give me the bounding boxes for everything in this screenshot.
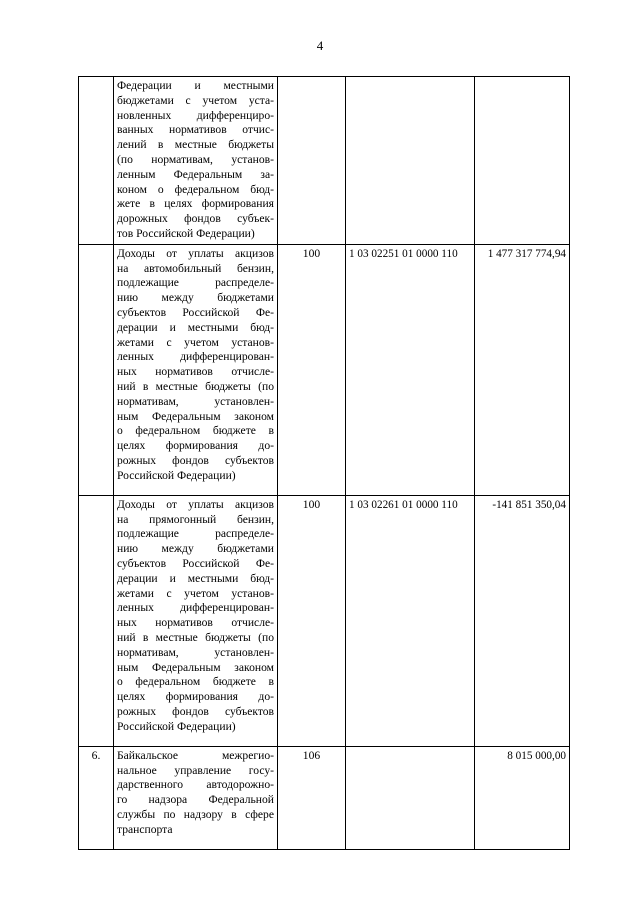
- description-line: нальное управление госу-: [117, 763, 274, 777]
- description-line: Российской Федерации): [117, 468, 236, 482]
- description-line: дарственного автодорожно-: [117, 778, 274, 792]
- description-line: Федерации и местными: [117, 79, 274, 92]
- description-line: нию между бюджетами: [117, 542, 274, 556]
- description-line: Доходы от уплаты акцизов: [117, 497, 274, 511]
- description-line: субъектов Российской Фе-: [117, 556, 274, 570]
- description-line: транспорта: [117, 822, 173, 836]
- description-line: дорожных фондов субъек-: [117, 212, 274, 226]
- description-line: коном о федеральном бюд-: [117, 182, 274, 196]
- budget-classification-code-cell: [346, 746, 475, 849]
- description-cell: [114, 244, 278, 495]
- description-line: ленным Федеральным за-: [117, 167, 274, 181]
- admin-code-cell: 106: [278, 746, 346, 849]
- description-line: ным Федеральным законом: [117, 660, 274, 674]
- admin-code-cell: [278, 77, 346, 245]
- description-line: го надзора Федеральной: [117, 793, 274, 807]
- description-line: целях формирования до-: [117, 690, 274, 704]
- description-line: рожных фондов субъектов: [117, 453, 274, 467]
- description-line: ленных дифференцирован-: [117, 601, 274, 615]
- budget-classification-code-cell: 1 03 02261 01 0000 110: [346, 495, 475, 746]
- amount-cell: 1 477 317 774,94: [475, 244, 570, 495]
- row-number-cell: [79, 495, 114, 746]
- description-line: подлежащие распределе-: [117, 276, 274, 290]
- budget-classification-code-cell: 1 03 02251 01 0000 110: [346, 244, 475, 495]
- table-row: [79, 244, 570, 495]
- page-number: 4: [316, 38, 324, 53]
- description-line: ных нормативов отчисле-: [117, 616, 274, 630]
- description-line: дерации и местными бюд-: [117, 571, 274, 585]
- description-line: ванных нормативов отчис-: [117, 123, 274, 137]
- description-line: о федеральном бюджете в: [117, 424, 274, 438]
- admin-code-cell: 100: [278, 495, 346, 746]
- description-line: подлежащие распределе-: [117, 527, 274, 541]
- description-line: ний в местные бюджеты (по: [117, 379, 274, 393]
- description-line: о федеральном бюджете в: [117, 675, 274, 689]
- description-line: Доходы от уплаты акцизов: [117, 246, 274, 260]
- description-line: дерации и местными бюд-: [117, 320, 274, 334]
- description-line: (по нормативам, установ-: [117, 152, 274, 166]
- description-line: Байкальское межрегио-: [117, 748, 274, 762]
- description-line: на прямогонный бензин,: [117, 512, 274, 526]
- description-line: новленных дифференциро-: [117, 108, 274, 122]
- description-cell: [114, 746, 278, 849]
- description-line: нормативам, установлен-: [117, 394, 274, 408]
- description-line: субъектов Российской Фе-: [117, 305, 274, 319]
- description-line: лений в местные бюджеты: [117, 138, 274, 152]
- description-line: службы по надзору в сфере: [117, 807, 274, 821]
- description-line: бюджетами с учетом уста-: [117, 93, 274, 107]
- description-line: нию между бюджетами: [117, 291, 274, 305]
- amount-cell: -141 851 350,04: [475, 495, 570, 746]
- description-line: жетами с учетом установ-: [117, 335, 274, 349]
- budget-classification-code-cell: [346, 77, 475, 245]
- admin-code-cell: 100: [278, 244, 346, 495]
- revenue-table: [78, 76, 570, 850]
- description-line: жете в целях формирования: [117, 197, 274, 211]
- description-line: ленных дифференцирован-: [117, 350, 274, 364]
- description-line: жетами с учетом установ-: [117, 586, 274, 600]
- description-line: целях формирования до-: [117, 439, 274, 453]
- table-row: [79, 77, 570, 245]
- description-line: тов Российской Федерации): [117, 226, 255, 240]
- table-row: [79, 495, 570, 746]
- row-number-cell: [79, 77, 114, 245]
- row-number-cell: 6.: [79, 746, 114, 849]
- description-cell: [114, 495, 278, 746]
- table-row: [79, 746, 570, 849]
- description-line: ных нормативов отчисле-: [117, 365, 274, 379]
- description-line: рожных фондов субъектов: [117, 704, 274, 718]
- description-line: ний в местные бюджеты (по: [117, 630, 274, 644]
- description-line: Российской Федерации): [117, 719, 236, 733]
- amount-cell: 8 015 000,00: [475, 746, 570, 849]
- row-number-cell: [79, 244, 114, 495]
- amount-cell: [475, 77, 570, 245]
- description-line: на автомобильный бензин,: [117, 261, 274, 275]
- description-line: нормативам, установлен-: [117, 645, 274, 659]
- description-line: ным Федеральным законом: [117, 409, 274, 423]
- description-cell: [114, 77, 278, 245]
